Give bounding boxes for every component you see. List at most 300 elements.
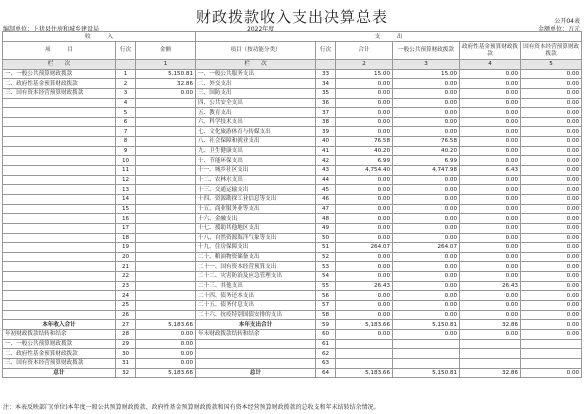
general-budget-amount: 0.00 bbox=[393, 301, 460, 311]
capital-budget-amount: 0.00 bbox=[521, 301, 582, 311]
table-row bbox=[3, 79, 582, 89]
expense-item: 二十二、灾害防治及应急管理支出 bbox=[196, 272, 316, 282]
income-amount bbox=[136, 214, 196, 224]
capital-budget-amount: 0.00 bbox=[521, 127, 582, 137]
general-budget-amount: 0.00 bbox=[393, 329, 460, 339]
income-amount bbox=[136, 98, 196, 108]
general-budget-amount: 0.00 bbox=[393, 79, 460, 89]
income-amount: 0.00 bbox=[136, 88, 196, 98]
income-item bbox=[3, 281, 116, 291]
fund-budget-amount: 0.00 bbox=[460, 98, 521, 108]
income-amount bbox=[136, 291, 196, 301]
expense-item bbox=[196, 349, 316, 359]
fund-budget-amount: 0.00 bbox=[460, 252, 521, 262]
fund-budget-amount: 0.00 bbox=[460, 69, 521, 79]
compiling-unit: 编制单位：上犹县住房和城乡建设局 bbox=[3, 26, 100, 33]
expense-row-no: 44 bbox=[316, 175, 336, 185]
total-amount: 0.00 bbox=[336, 223, 393, 233]
income-amount bbox=[136, 301, 196, 311]
general-budget-amount: 0.00 bbox=[393, 291, 460, 301]
income-item bbox=[3, 117, 116, 127]
general-budget-amount: 0.00 bbox=[393, 98, 460, 108]
table-row bbox=[3, 368, 582, 378]
general-budget-amount: 0.00 bbox=[393, 214, 460, 224]
expense-item: 十六、金融支出 bbox=[196, 214, 316, 224]
capital-budget-amount: 0.00 bbox=[521, 98, 582, 108]
total-amount: 4,754.40 bbox=[336, 166, 393, 176]
capital-budget-amount: 0.00 bbox=[521, 329, 582, 339]
expense-item: 二十一、国有资本经营预算支出 bbox=[196, 262, 316, 272]
income-item bbox=[3, 108, 116, 118]
general-budget-amount: 0.00 bbox=[393, 281, 460, 291]
fund-budget-amount: 0.00 bbox=[460, 214, 521, 224]
income-item bbox=[3, 146, 116, 156]
expense-item: 二十四、债务还本支出 bbox=[196, 291, 316, 301]
capital-budget-amount: 0.00 bbox=[521, 156, 582, 166]
capital-budget-amount: 0.00 bbox=[521, 88, 582, 98]
income-row-no: 11 bbox=[116, 166, 136, 176]
table-row bbox=[3, 358, 582, 368]
expense-row-no: 50 bbox=[316, 233, 336, 243]
table-row bbox=[3, 329, 582, 339]
column-label: 栏 次 bbox=[196, 60, 316, 70]
income-row-no: 8 bbox=[116, 137, 136, 147]
general-budget-amount: 264.07 bbox=[393, 243, 460, 253]
capital-budget-amount: 0.00 bbox=[521, 320, 582, 330]
fund-budget-amount: 0.00 bbox=[460, 156, 521, 166]
fund-budget-amount: 0.00 bbox=[460, 223, 521, 233]
fund-budget-amount: 0.00 bbox=[460, 301, 521, 311]
capital-budget-amount: 0.00 bbox=[521, 262, 582, 272]
general-budget-amount: 0.00 bbox=[393, 233, 460, 243]
capital-budget-amount: 0.00 bbox=[521, 291, 582, 301]
table-row bbox=[3, 214, 582, 224]
income-row-no: 5 bbox=[116, 108, 136, 118]
general-budget-amount: 0.00 bbox=[393, 194, 460, 204]
fund-budget-amount: 32.86 bbox=[460, 320, 521, 330]
expense-row-no: 34 bbox=[316, 79, 336, 89]
income-row-no: 6 bbox=[116, 117, 136, 127]
income-row-no: 12 bbox=[116, 175, 136, 185]
table-row bbox=[3, 349, 582, 359]
income-amount bbox=[136, 127, 196, 137]
fund-budget-amount: 26.43 bbox=[460, 281, 521, 291]
capital-budget-amount bbox=[521, 358, 582, 368]
total-amount: 0.00 bbox=[336, 127, 393, 137]
expense-item: 十、节能环保支出 bbox=[196, 156, 316, 166]
total-amount: 0.00 bbox=[336, 88, 393, 98]
expense-row-no: 51 bbox=[316, 243, 336, 253]
expense-row-no: 60 bbox=[316, 329, 336, 339]
income-row-no: 2 bbox=[116, 79, 136, 89]
general-budget-amount: 4,747.98 bbox=[393, 166, 460, 176]
income-amount bbox=[136, 262, 196, 272]
total-amount: 0.00 bbox=[336, 329, 393, 339]
expense-row-no: 49 bbox=[316, 223, 336, 233]
fund-budget-amount: 0.00 bbox=[460, 233, 521, 243]
income-item: 总计 bbox=[3, 368, 116, 378]
table-row bbox=[3, 117, 582, 127]
expense-item: 二、外交支出 bbox=[196, 79, 316, 89]
income-amount: 0.00 bbox=[136, 358, 196, 368]
income-amount bbox=[136, 310, 196, 320]
expense-row-no: 54 bbox=[316, 272, 336, 282]
column-index-5: 5 bbox=[521, 60, 582, 70]
general-budget-amount bbox=[393, 339, 460, 349]
footnote: 注：本表反映部门(单位)本年度一般公共预算财政拨款、政府性基金预算财政拨款和国有资本经营预算财政拨款的总收支和年末结转结余情况。 bbox=[3, 404, 380, 411]
income-row-no: 4 bbox=[116, 98, 136, 108]
capital-budget-amount: 0.00 bbox=[521, 233, 582, 243]
table-row bbox=[3, 146, 582, 156]
capital-budget-amount: 0.00 bbox=[521, 79, 582, 89]
total-header: 合计 bbox=[336, 42, 393, 60]
capital-budget-amount: 0.00 bbox=[521, 69, 582, 79]
table-row bbox=[3, 69, 582, 79]
expense-item: 五、教育支出 bbox=[196, 108, 316, 118]
income-item bbox=[3, 214, 116, 224]
income-header: 收 入 bbox=[3, 32, 196, 42]
capital-budget-amount: 0.00 bbox=[521, 223, 582, 233]
income-rowno-header: 行次 bbox=[116, 42, 136, 60]
income-item bbox=[3, 137, 116, 147]
expense-item bbox=[196, 339, 316, 349]
expense-item: 二十五、债务付息支出 bbox=[196, 301, 316, 311]
income-item: 二、政府性基金预算财政拨款 bbox=[3, 79, 116, 89]
income-row-no: 31 bbox=[116, 358, 136, 368]
expense-row-no: 59 bbox=[316, 320, 336, 330]
income-amount bbox=[136, 175, 196, 185]
table-row bbox=[3, 320, 582, 330]
expense-row-no: 36 bbox=[316, 98, 336, 108]
table-row bbox=[3, 137, 582, 147]
column-index-4: 4 bbox=[460, 60, 521, 70]
expense-item: 九、卫生健康支出 bbox=[196, 146, 316, 156]
table-row bbox=[3, 88, 582, 98]
income-item: 二、政府性基金预算财政拨款 bbox=[3, 349, 116, 359]
expense-row-no: 46 bbox=[316, 194, 336, 204]
income-row-no: 25 bbox=[116, 301, 136, 311]
table-row bbox=[3, 223, 582, 233]
fund-budget-amount: 0.00 bbox=[460, 137, 521, 147]
general-budget-amount: 0.00 bbox=[393, 108, 460, 118]
total-amount: 6.99 bbox=[336, 156, 393, 166]
total-amount bbox=[336, 349, 393, 359]
expense-item: 八、社会保障和就业支出 bbox=[196, 137, 316, 147]
income-amount bbox=[136, 117, 196, 127]
table-row bbox=[3, 175, 582, 185]
income-amount bbox=[136, 194, 196, 204]
income-item bbox=[3, 243, 116, 253]
general-budget-amount: 0.00 bbox=[393, 310, 460, 320]
table-row bbox=[3, 156, 582, 166]
table-row bbox=[3, 204, 582, 214]
capital-budget-amount: 0.00 bbox=[521, 108, 582, 118]
income-item bbox=[3, 175, 116, 185]
expense-rowno-header: 行次 bbox=[316, 42, 336, 60]
expense-row-no: 53 bbox=[316, 262, 336, 272]
income-amount bbox=[136, 185, 196, 195]
expense-item: 十七、援助其他地区支出 bbox=[196, 223, 316, 233]
expense-item: 十四、资源勘探工业信息等支出 bbox=[196, 194, 316, 204]
currency-unit: 金额单位：万元 bbox=[537, 26, 580, 33]
table-row bbox=[3, 252, 582, 262]
income-item bbox=[3, 98, 116, 108]
form-number: 公开04表 bbox=[554, 18, 580, 25]
income-item: 三、国有资本经营预算财政拨款 bbox=[3, 358, 116, 368]
income-row-no: 17 bbox=[116, 223, 136, 233]
income-amount: 0.00 bbox=[136, 329, 196, 339]
income-item: 一、一般公共预算财政拨款 bbox=[3, 339, 116, 349]
general-budget-amount: 76.58 bbox=[393, 137, 460, 147]
expense-item: 年末财政拨款结转和结余 bbox=[196, 329, 316, 339]
income-amount: 0.00 bbox=[136, 349, 196, 359]
table-body bbox=[3, 69, 582, 378]
income-amount bbox=[136, 166, 196, 176]
capital-budget-amount: 0.00 bbox=[521, 310, 582, 320]
general-budget-amount: 15.00 bbox=[393, 69, 460, 79]
income-row-no: 13 bbox=[116, 185, 136, 195]
capital-budget-header: 国有资本经营预算财政拨款 bbox=[521, 42, 582, 60]
income-row-no: 21 bbox=[116, 262, 136, 272]
capital-budget-amount: 0.00 bbox=[521, 185, 582, 195]
expense-row-no: 40 bbox=[316, 137, 336, 147]
income-row-no: 14 bbox=[116, 194, 136, 204]
income-amount: 32.86 bbox=[136, 79, 196, 89]
expense-row-no: 43 bbox=[316, 166, 336, 176]
fund-budget-amount: 0.00 bbox=[460, 117, 521, 127]
general-budget-amount: 5,150.81 bbox=[393, 320, 460, 330]
income-row-no: 32 bbox=[116, 368, 136, 378]
capital-budget-amount: 0.00 bbox=[521, 175, 582, 185]
income-row-no: 22 bbox=[116, 272, 136, 282]
general-budget-amount bbox=[393, 349, 460, 359]
expense-row-no: 33 bbox=[316, 69, 336, 79]
total-amount: 0.00 bbox=[336, 185, 393, 195]
total-amount: 15.00 bbox=[336, 69, 393, 79]
income-item bbox=[3, 301, 116, 311]
total-amount bbox=[336, 358, 393, 368]
income-amount: 0.00 bbox=[136, 339, 196, 349]
capital-budget-amount: 0.00 bbox=[521, 272, 582, 282]
income-row-no: 3 bbox=[116, 88, 136, 98]
expense-item-header: 项目（按功能分类） bbox=[196, 42, 316, 60]
general-budget-amount: 5,150.81 bbox=[393, 368, 460, 378]
income-amount: 5,183.66 bbox=[136, 368, 196, 378]
table-row bbox=[3, 127, 582, 137]
income-item bbox=[3, 272, 116, 282]
expense-item: 七、文化旅游体育与传媒支出 bbox=[196, 127, 316, 137]
general-budget-amount: 0.00 bbox=[393, 252, 460, 262]
fund-budget-amount: 0.00 bbox=[460, 329, 521, 339]
general-budget-amount: 0.00 bbox=[393, 204, 460, 214]
income-item bbox=[3, 156, 116, 166]
income-item bbox=[3, 262, 116, 272]
total-amount: 0.00 bbox=[336, 291, 393, 301]
fund-budget-amount: 0.00 bbox=[460, 146, 521, 156]
income-amount bbox=[136, 223, 196, 233]
income-amount bbox=[136, 243, 196, 253]
total-amount bbox=[336, 339, 393, 349]
income-amount bbox=[136, 156, 196, 166]
column-index-3: 3 bbox=[393, 60, 460, 70]
expense-item: 总计 bbox=[196, 368, 316, 378]
income-row-no: 10 bbox=[116, 156, 136, 166]
capital-budget-amount: 0.00 bbox=[521, 368, 582, 378]
capital-budget-amount: 0.00 bbox=[521, 243, 582, 253]
capital-budget-amount bbox=[521, 349, 582, 359]
table-row bbox=[3, 272, 582, 282]
capital-budget-amount: 0.00 bbox=[521, 137, 582, 147]
fund-budget-amount: 0.00 bbox=[460, 88, 521, 98]
income-item: 三、国有资本经营预算财政拨款 bbox=[3, 88, 116, 98]
fund-budget-amount bbox=[460, 349, 521, 359]
fund-budget-header: 政府性基金预算财政拨款 bbox=[460, 42, 521, 60]
expense-item: 十一、城乡社区支出 bbox=[196, 166, 316, 176]
expense-row-no: 47 bbox=[316, 204, 336, 214]
table-row bbox=[3, 310, 582, 320]
income-row-no: 15 bbox=[116, 204, 136, 214]
expense-header: 支 出 bbox=[196, 32, 582, 42]
expense-item: 十八、自然资源海洋气象等支出 bbox=[196, 233, 316, 243]
total-amount: 0.00 bbox=[336, 204, 393, 214]
fiscal-year: 2022年度 bbox=[247, 26, 275, 33]
fund-budget-amount: 0.00 bbox=[460, 194, 521, 204]
table-row bbox=[3, 166, 582, 176]
income-row-no: 29 bbox=[116, 339, 136, 349]
expense-row-no: 37 bbox=[316, 108, 336, 118]
general-budget-amount: 0.00 bbox=[393, 175, 460, 185]
expense-item: 十五、商业服务业等支出 bbox=[196, 204, 316, 214]
fund-budget-amount: 0.00 bbox=[460, 79, 521, 89]
income-amount bbox=[136, 233, 196, 243]
general-budget-header: 一般公共预算财政拨款 bbox=[393, 42, 460, 60]
total-amount: 5,183.66 bbox=[336, 368, 393, 378]
total-amount: 76.58 bbox=[336, 137, 393, 147]
expense-item: 二十三、其他支出 bbox=[196, 281, 316, 291]
table-row bbox=[3, 291, 582, 301]
general-budget-amount: 0.00 bbox=[393, 127, 460, 137]
total-amount: 0.00 bbox=[336, 214, 393, 224]
expense-row-no: 57 bbox=[316, 301, 336, 311]
capital-budget-amount: 0.00 bbox=[521, 252, 582, 262]
income-row-no: 18 bbox=[116, 233, 136, 243]
income-amount: 5,183.66 bbox=[136, 320, 196, 330]
income-amount bbox=[136, 252, 196, 262]
expense-row-no: 58 bbox=[316, 310, 336, 320]
total-amount: 0.00 bbox=[336, 272, 393, 282]
income-item: 本年收入合计 bbox=[3, 320, 116, 330]
expense-item: 十九、住房保障支出 bbox=[196, 243, 316, 253]
income-amount bbox=[136, 146, 196, 156]
income-item bbox=[3, 185, 116, 195]
total-amount: 264.07 bbox=[336, 243, 393, 253]
income-item bbox=[3, 204, 116, 214]
total-amount: 5,183.66 bbox=[336, 320, 393, 330]
expense-item: 三、国防支出 bbox=[196, 88, 316, 98]
general-budget-amount: 0.00 bbox=[393, 88, 460, 98]
column-label: 栏 次 bbox=[3, 60, 116, 70]
income-amount bbox=[136, 137, 196, 147]
general-budget-amount: 6.99 bbox=[393, 156, 460, 166]
expense-item: 二十六、抗疫特别国债安排的支出 bbox=[196, 310, 316, 320]
income-item bbox=[3, 127, 116, 137]
total-amount: 0.00 bbox=[336, 310, 393, 320]
fund-budget-amount: 0.00 bbox=[460, 204, 521, 214]
expense-row-no: 61 bbox=[316, 339, 336, 349]
fund-budget-amount: 0.00 bbox=[460, 310, 521, 320]
income-row-no: 20 bbox=[116, 252, 136, 262]
expense-row-no: 64 bbox=[316, 368, 336, 378]
general-budget-amount: 0.00 bbox=[393, 223, 460, 233]
income-row-no: 28 bbox=[116, 329, 136, 339]
table-row bbox=[3, 233, 582, 243]
expense-item: 四、公共安全支出 bbox=[196, 98, 316, 108]
table-row bbox=[3, 262, 582, 272]
income-item bbox=[3, 252, 116, 262]
expense-row-no: 38 bbox=[316, 117, 336, 127]
capital-budget-amount bbox=[521, 339, 582, 349]
expense-row-no: 56 bbox=[316, 291, 336, 301]
income-row-no: 24 bbox=[116, 291, 136, 301]
table-row bbox=[3, 243, 582, 253]
fund-budget-amount: 0.00 bbox=[460, 243, 521, 253]
income-amount bbox=[136, 204, 196, 214]
total-amount: 0.00 bbox=[336, 252, 393, 262]
general-budget-amount: 0.00 bbox=[393, 272, 460, 282]
income-item bbox=[3, 166, 116, 176]
income-item: 年初财政拨款结转和结余 bbox=[3, 329, 116, 339]
expense-item: 二十、粮油物资储备支出 bbox=[196, 252, 316, 262]
fund-budget-amount: 32.86 bbox=[460, 368, 521, 378]
column-index-1: 1 bbox=[136, 60, 196, 70]
expense-item: 本年支出合计 bbox=[196, 320, 316, 330]
income-row-no: 7 bbox=[116, 127, 136, 137]
total-amount: 0.00 bbox=[336, 301, 393, 311]
income-amount-header: 金额 bbox=[136, 42, 196, 60]
income-row-no: 16 bbox=[116, 214, 136, 224]
expense-item: 十二、农林水支出 bbox=[196, 175, 316, 185]
income-row-no: 23 bbox=[116, 281, 136, 291]
table-row bbox=[3, 301, 582, 311]
capital-budget-amount: 0.00 bbox=[521, 117, 582, 127]
expense-row-no: 35 bbox=[316, 88, 336, 98]
total-amount: 0.00 bbox=[336, 175, 393, 185]
fund-budget-amount: 0.00 bbox=[460, 175, 521, 185]
expense-row-no: 63 bbox=[316, 358, 336, 368]
total-amount: 0.00 bbox=[336, 108, 393, 118]
general-budget-amount: 0.00 bbox=[393, 117, 460, 127]
expense-row-no: 62 bbox=[316, 349, 336, 359]
fund-budget-amount: 0.00 bbox=[460, 262, 521, 272]
general-budget-amount bbox=[393, 358, 460, 368]
total-amount: 0.00 bbox=[336, 233, 393, 243]
fund-budget-amount: 6.43 bbox=[460, 166, 521, 176]
income-row-no: 9 bbox=[116, 146, 136, 156]
income-row-no: 30 bbox=[116, 349, 136, 359]
income-item bbox=[3, 291, 116, 301]
expense-item bbox=[196, 358, 316, 368]
fund-budget-amount: 0.00 bbox=[460, 185, 521, 195]
fund-budget-amount: 0.00 bbox=[460, 272, 521, 282]
expense-row-no: 52 bbox=[316, 252, 336, 262]
general-budget-amount: 0.00 bbox=[393, 262, 460, 272]
general-budget-amount: 40.20 bbox=[393, 146, 460, 156]
expense-row-no: 48 bbox=[316, 214, 336, 224]
expense-row-no: 45 bbox=[316, 185, 336, 195]
total-amount: 0.00 bbox=[336, 117, 393, 127]
fiscal-table bbox=[2, 31, 582, 378]
total-amount: 0.00 bbox=[336, 262, 393, 272]
